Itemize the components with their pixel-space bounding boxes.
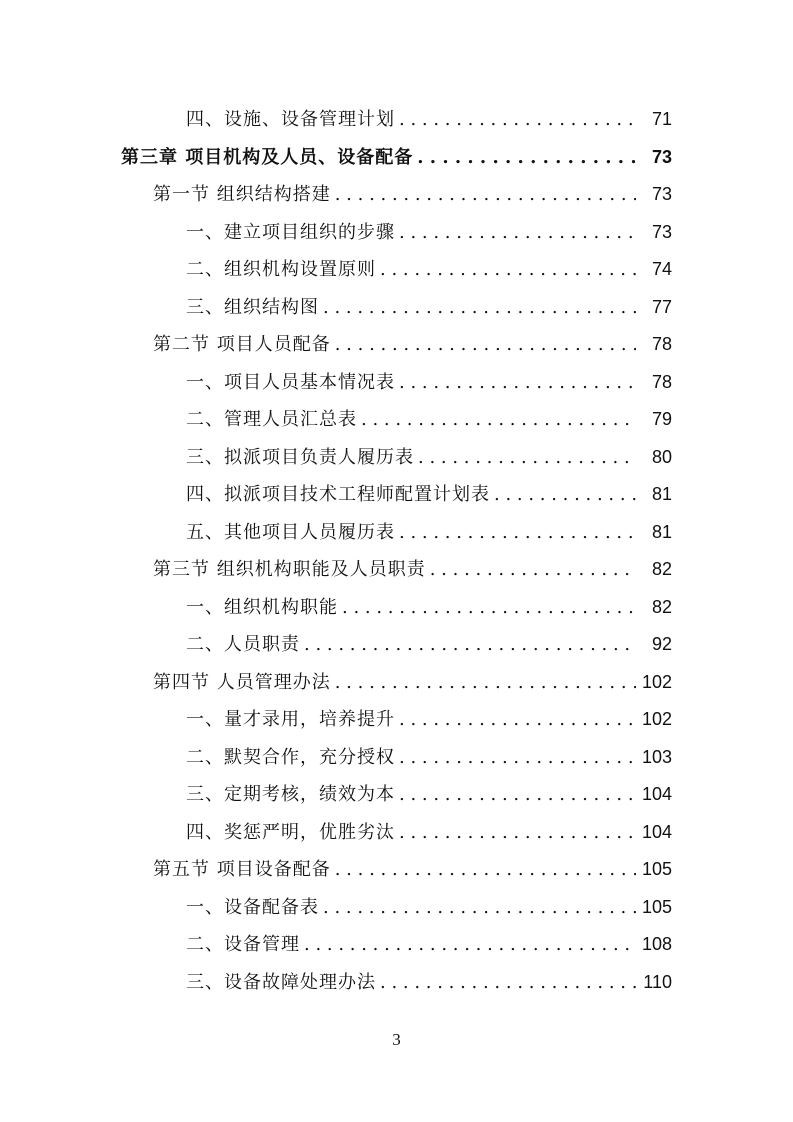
toc-entry-label: 二、默契合作，充分授权 xyxy=(186,746,395,768)
toc-dot-leader xyxy=(417,139,636,177)
toc-dot-leader xyxy=(335,664,636,702)
toc-entry-label: 三、组织结构图 xyxy=(186,296,319,318)
toc-entry-page-number: 92 xyxy=(651,634,672,654)
toc-entry-page-number: 82 xyxy=(651,559,672,579)
toc-entry-section[interactable] xyxy=(0,551,793,589)
toc-entry-item[interactable] xyxy=(0,401,793,439)
toc-entry-section[interactable] xyxy=(0,326,793,364)
toc-dot-leader xyxy=(335,851,636,889)
toc-entry-page-number: 77 xyxy=(651,296,672,317)
toc-entry-page-number: 82 xyxy=(651,596,672,617)
toc-entry-label: 一、建立项目组织的步骤 xyxy=(186,221,395,243)
toc-entry-item[interactable] xyxy=(0,101,793,139)
toc-entry-label: 四、拟派项目技术工程师配置计划表 xyxy=(186,484,490,505)
toc-entry-page-number: 78 xyxy=(651,371,672,392)
toc-entry-label: 一、组织机构职能 xyxy=(186,596,338,618)
toc-entry-item[interactable] xyxy=(0,926,793,964)
toc-entry-label: 三、定期考核，绩效为本 xyxy=(186,784,395,805)
toc-entry-label: 第三章 项目机构及人员、设备配备 xyxy=(121,146,414,168)
toc-entry-page-number: 110 xyxy=(643,971,672,992)
toc-dot-leader xyxy=(304,626,636,664)
toc-dot-leader xyxy=(418,439,636,477)
toc-dot-leader xyxy=(399,364,636,402)
toc-dot-leader xyxy=(399,814,636,852)
toc-entry-page-number: 81 xyxy=(651,521,672,542)
toc-entry-label: 五、其他项目人员履历表 xyxy=(186,521,395,543)
toc-entry-page-number: 104 xyxy=(641,784,672,804)
toc-entry-label: 第二节 项目人员配备 xyxy=(153,334,331,355)
toc-entry-item[interactable] xyxy=(0,964,793,1002)
page-number: 3 xyxy=(392,1030,401,1049)
toc-entry-item[interactable] xyxy=(0,814,793,852)
toc-dot-leader xyxy=(399,514,636,552)
toc-dot-leader xyxy=(335,176,636,214)
toc-entry-chapter[interactable] xyxy=(0,139,793,177)
toc-entry-item[interactable] xyxy=(0,701,793,739)
toc-entry-page-number: 105 xyxy=(641,896,672,917)
toc-entry-label: 一、设备配备表 xyxy=(186,896,319,918)
toc-entry-page-number: 102 xyxy=(641,709,672,729)
toc-dot-leader xyxy=(380,964,636,1002)
toc-dot-leader xyxy=(399,739,636,777)
toc-entry-page-number: 74 xyxy=(651,259,672,279)
toc-dot-leader xyxy=(399,214,636,252)
toc-entry-section[interactable] xyxy=(0,176,793,214)
toc-entry-item[interactable] xyxy=(0,514,793,552)
toc-entry-label: 四、设施、设备管理计划 xyxy=(186,109,395,130)
toc-dot-leader xyxy=(380,251,636,289)
toc-entry-page-number: 105 xyxy=(641,859,672,879)
toc-dot-leader xyxy=(361,401,636,439)
toc-dot-leader xyxy=(399,101,636,139)
toc-entry-label: 二、设备管理 xyxy=(186,934,300,955)
toc-entry-page-number: 104 xyxy=(641,821,672,842)
toc-entry-page-number: 103 xyxy=(641,746,672,767)
toc-dot-leader xyxy=(399,776,636,814)
toc-dot-leader xyxy=(430,551,636,589)
toc-entry-item[interactable] xyxy=(0,476,793,514)
toc-entry-page-number: 80 xyxy=(651,446,672,467)
toc-entry-label: 第一节 组织结构搭建 xyxy=(153,184,331,205)
toc-entry-page-number: 102 xyxy=(641,671,672,692)
toc-entry-label: 三、拟派项目负责人履历表 xyxy=(186,446,414,468)
toc-entry-page-number: 78 xyxy=(651,334,672,354)
toc-entry-label: 第三节 组织机构职能及人员职责 xyxy=(153,559,426,580)
toc-dot-leader xyxy=(342,589,636,627)
toc-entry-label: 二、组织机构设置原则 xyxy=(186,259,376,280)
toc-dot-leader xyxy=(399,701,636,739)
toc-entry-item[interactable] xyxy=(0,626,793,664)
toc-entry-page-number: 108 xyxy=(641,934,672,954)
toc-entry-section[interactable] xyxy=(0,664,793,702)
toc-entry-item[interactable] xyxy=(0,889,793,927)
toc-entry-page-number: 73 xyxy=(651,221,672,242)
toc-entry-item[interactable] xyxy=(0,364,793,402)
toc-dot-leader xyxy=(323,889,636,927)
toc-entry-page-number: 81 xyxy=(651,484,672,504)
toc-entry-page-number: 73 xyxy=(651,146,672,167)
toc-dot-leader xyxy=(304,926,636,964)
toc-entry-item[interactable] xyxy=(0,289,793,327)
toc-entry-page-number: 71 xyxy=(651,109,672,129)
toc-entry-item[interactable] xyxy=(0,776,793,814)
toc-entry-label: 第五节 项目设备配备 xyxy=(153,859,331,880)
toc-entry-item[interactable] xyxy=(0,214,793,252)
toc-dot-leader xyxy=(494,476,636,514)
toc-entry-item[interactable] xyxy=(0,739,793,777)
toc-entry-label: 二、管理人员汇总表 xyxy=(186,409,357,430)
toc-entry-item[interactable] xyxy=(0,589,793,627)
toc-dot-leader xyxy=(335,326,636,364)
toc-entry-item[interactable] xyxy=(0,251,793,289)
toc-entry-label: 第四节 人员管理办法 xyxy=(153,671,331,693)
toc-entry-page-number: 73 xyxy=(651,184,672,204)
toc-entry-label: 四、奖惩严明，优胜劣汰 xyxy=(186,821,395,843)
toc-entry-section[interactable] xyxy=(0,851,793,889)
toc-entry-item[interactable] xyxy=(0,439,793,477)
toc-entry-label: 二、人员职责 xyxy=(186,634,300,655)
toc-entry-label: 三、设备故障处理办法 xyxy=(186,971,376,993)
table-of-contents xyxy=(0,101,793,1001)
toc-dot-leader xyxy=(323,289,636,327)
toc-entry-label: 一、项目人员基本情况表 xyxy=(186,371,395,393)
toc-entry-page-number: 79 xyxy=(651,409,672,429)
toc-entry-label: 一、量才录用，培养提升 xyxy=(186,709,395,730)
